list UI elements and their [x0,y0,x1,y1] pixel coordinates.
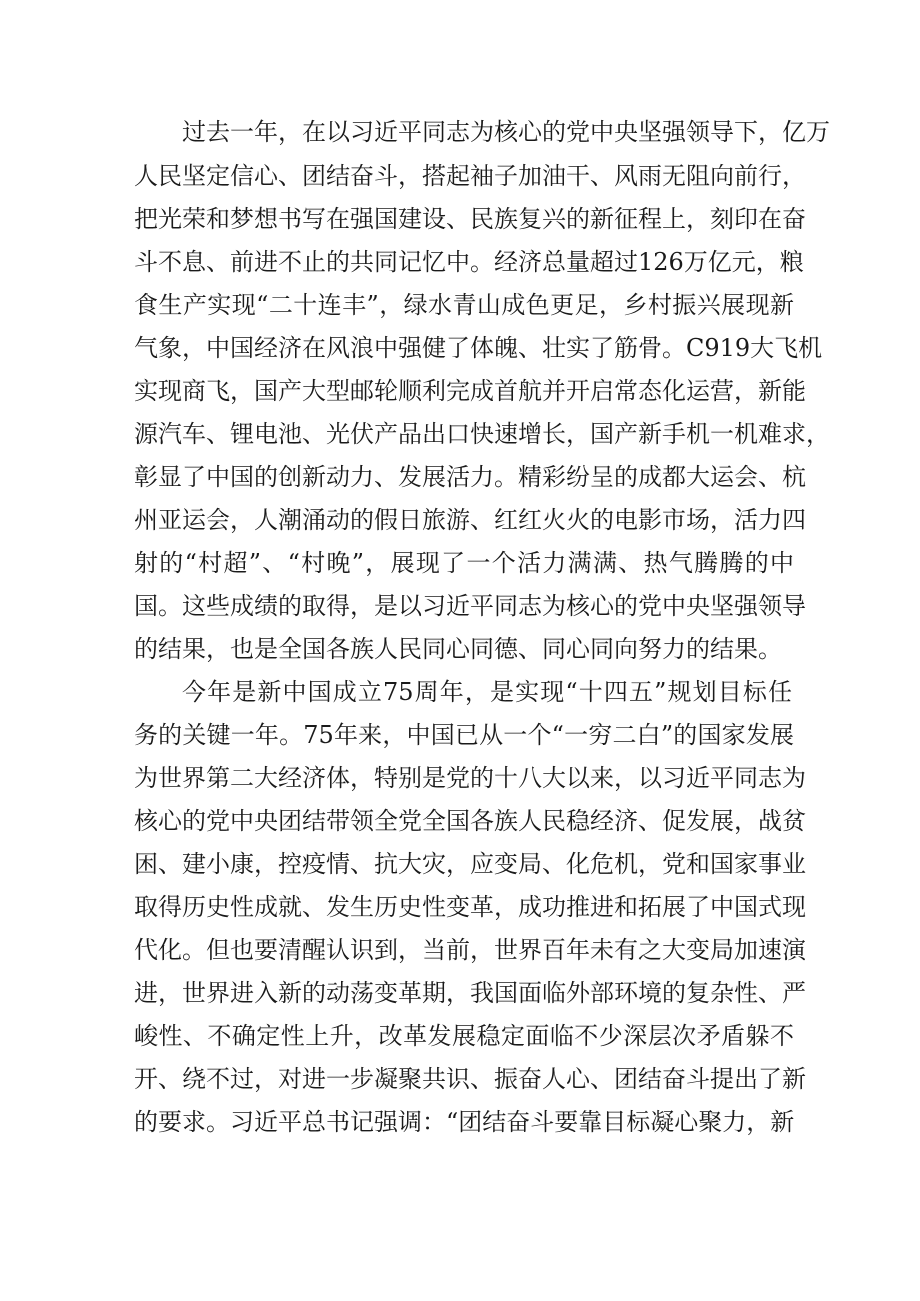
text-line: 今年是新中国成立75周年，是实现“十四五”规划目标任 [182,678,792,706]
text-line: 把光荣和梦想书写在强国建设、民族复兴的新征程上，刻印在奋 [134,205,806,233]
text-line: 州亚运会，人潮涌动的假日旅游、红红火火的电影市场，活力四 [134,506,806,534]
text-line: 核心的党中央团结带领全党全国各族人民稳经济、促发展，战贫 [134,807,806,835]
text-line: 代化。但也要清醒认识到，当前，世界百年未有之大变局加速演 [134,936,806,964]
text-line: 的要求。习近平总书记强调：“团结奋斗要靠目标凝心聚力，新 [134,1108,795,1136]
text-line: 人民坚定信心、团结奋斗，搭起袖子加油干、风雨无阻向前行， [134,162,806,190]
text-line: 务的关键一年。75年来，中国已从一个“一穷二白”的国家发展 [134,721,794,749]
text-line: 源汽车、锂电池、光伏产品出口快速增长，国产新手机一机难求， [134,420,830,448]
text-line: 食生产实现“二十连丰”，绿水青山成色更足，乡村振兴展现新 [134,291,794,319]
text-line: 进，世界进入新的动荡变革期，我国面临外部环境的复杂性、严 [134,979,806,1007]
text-line: 斗不息、前进不止的共同记忆中。经济总量超过126万亿元，粮 [134,248,804,276]
text-line: 为世界第二大经济体，特别是党的十八大以来，以习近平同志为 [134,764,806,792]
text-line: 过去一年，在以习近平同志为核心的党中央坚强领导下，亿万 [182,118,830,146]
text-line: 的结果，也是全国各族人民同心同德、同心同向努力的结果。 [134,635,782,663]
text-line: 开、绕不过，对进一步凝聚共识、振奋人心、团结奋斗提出了新 [134,1065,806,1093]
text-line: 气象，中国经济在风浪中强健了体魄、壮实了筋骨。C919大飞机 [134,334,823,362]
text-line: 国。这些成绩的取得，是以习近平同志为核心的党中央坚强领导 [134,592,806,620]
text-line: 峻性、不确定性上升，改革发展稳定面临不少深层次矛盾躲不 [134,1022,794,1050]
text-line: 实现商飞，国产大型邮轮顺利完成首航并开启常态化运营，新能 [134,377,806,405]
text-line: 射的“村超”、“村晚”，展现了一个活力满满、热气腾腾的中 [134,549,794,577]
text-line: 彰显了中国的创新动力、发展活力。精彩纷呈的成都大运会、杭 [134,463,806,491]
text-line: 困、建小康，控疫情、抗大灾，应变局、化危机，党和国家事业 [134,850,806,878]
text-line: 取得历史性成就、发生历史性变革，成功推进和拓展了中国式现 [134,893,806,921]
